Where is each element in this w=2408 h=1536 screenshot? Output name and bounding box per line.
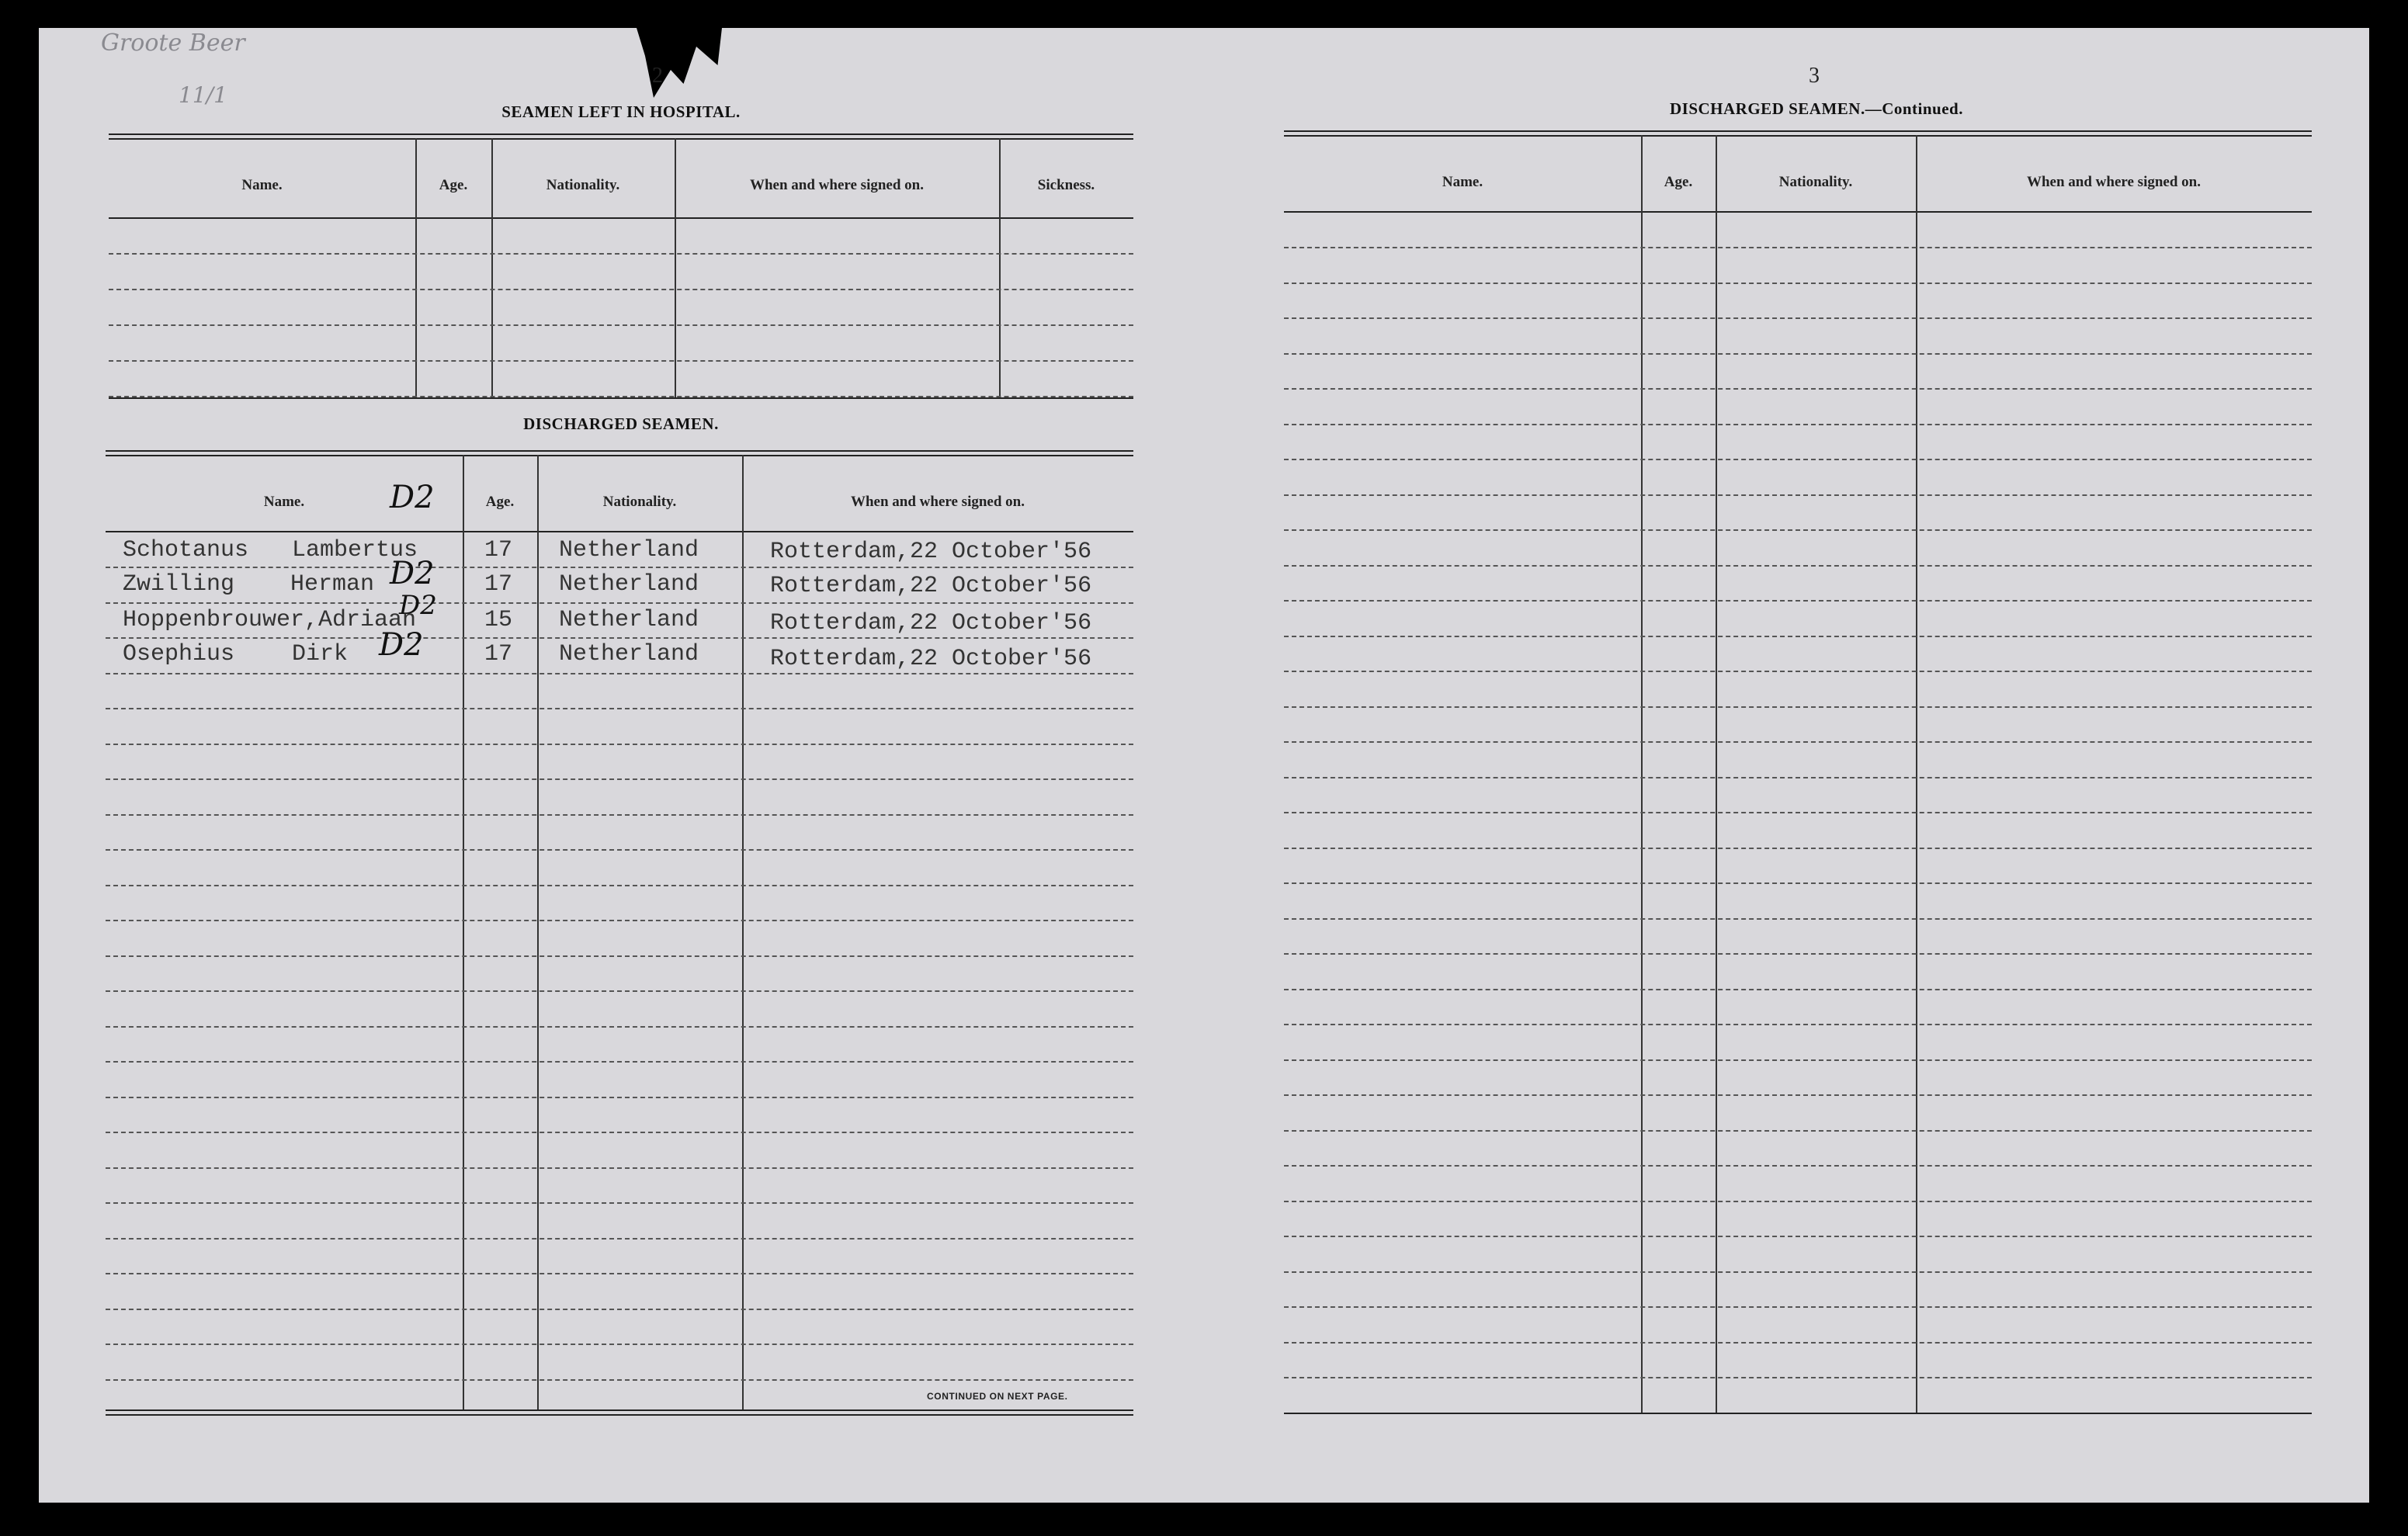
row4-surname: Osephius xyxy=(123,641,235,667)
ruled-line xyxy=(109,324,1133,326)
hospital-col-sickness: Sickness. xyxy=(1037,177,1095,193)
row1-age: 17 xyxy=(484,537,513,563)
ruled-line xyxy=(1284,1059,2312,1061)
ruled-line xyxy=(106,1273,1133,1274)
ruled-line xyxy=(1284,565,2312,567)
row1-signed-on: Rotterdam,22 October'56 xyxy=(770,539,1092,565)
hospital-col-name: Name. xyxy=(241,177,283,193)
row3-given: Adriaan xyxy=(318,607,417,633)
ruled-line xyxy=(106,1167,1133,1169)
ruled-line xyxy=(1284,741,2312,743)
hospital-col-age: Age. xyxy=(439,177,468,193)
ruled-line xyxy=(1284,1024,2312,1025)
ruled-line xyxy=(1284,812,2312,813)
continued-col-signed-on: When and where signed on. xyxy=(2026,174,2201,190)
right-page xyxy=(1281,28,2352,1503)
ruled-line xyxy=(106,567,1133,568)
ruled-line xyxy=(1284,848,2312,849)
header-handwritten-mark: D2 xyxy=(390,480,435,515)
handwritten-note: 11/1 xyxy=(179,82,227,108)
ruled-line xyxy=(1284,1236,2312,1237)
ruled-line xyxy=(106,1379,1133,1381)
ruled-line xyxy=(106,849,1133,851)
ruled-line xyxy=(106,708,1133,709)
ruled-line xyxy=(109,289,1133,290)
row2-surname: Zwilling xyxy=(123,571,235,598)
row1-surname: Schotanus xyxy=(123,537,249,563)
ruled-line xyxy=(1284,459,2312,460)
ruled-line xyxy=(1284,529,2312,531)
ruled-line xyxy=(1284,494,2312,496)
ruled-line xyxy=(1284,671,2312,672)
ruled-line xyxy=(109,360,1133,362)
continued-col-name: Name. xyxy=(1442,174,1483,190)
row3-handwritten-mark: D2 xyxy=(399,590,437,621)
ruled-line xyxy=(1284,777,2312,778)
ruled-line xyxy=(1284,918,2312,920)
ruled-line xyxy=(106,814,1133,816)
continued-table xyxy=(1284,130,2312,1419)
row3-signed-on: Rotterdam,22 October'56 xyxy=(770,610,1092,636)
ruled-line xyxy=(106,1132,1133,1133)
row3-surname: Hoppenbrouwer, xyxy=(123,607,319,633)
ruled-line xyxy=(106,778,1133,780)
ruled-line xyxy=(109,253,1133,255)
row4-handwritten-mark: D2 xyxy=(379,627,424,663)
ruled-line xyxy=(1284,247,2312,248)
ruled-line xyxy=(1284,882,2312,884)
continued-note: CONTINUED ON NEXT PAGE. xyxy=(927,1391,1068,1402)
handwritten-vessel-name: Groote Beer xyxy=(101,29,245,57)
ruled-line xyxy=(1284,1094,2312,1096)
continued-col-age: Age. xyxy=(1664,174,1693,190)
ruled-line xyxy=(1284,600,2312,602)
ruled-line xyxy=(1284,1201,2312,1202)
ruled-line xyxy=(1284,636,2312,637)
continued-section-title: DISCHARGED SEAMEN.—Continued. xyxy=(1670,99,1963,118)
row2-signed-on: Rotterdam,22 October'56 xyxy=(770,573,1092,599)
ruled-line xyxy=(106,1309,1133,1310)
ruled-line xyxy=(1284,388,2312,390)
row4-age: 17 xyxy=(484,641,513,667)
row3-nationality: Netherland xyxy=(559,607,699,633)
left-page xyxy=(101,28,1180,1503)
continued-col-nationality: Nationality. xyxy=(1778,174,1853,190)
ruled-line xyxy=(1284,989,2312,990)
ruled-line xyxy=(1284,283,2312,284)
ruled-line xyxy=(106,1202,1133,1204)
ruled-line xyxy=(1284,424,2312,425)
ruled-line xyxy=(106,1097,1133,1098)
row2-handwritten-mark: D2 xyxy=(390,556,435,591)
ruled-line xyxy=(1284,706,2312,708)
ruled-line xyxy=(1284,1377,2312,1378)
discharged-table xyxy=(106,450,1133,1420)
ruled-line xyxy=(1284,1271,2312,1273)
row4-nationality: Netherland xyxy=(559,641,699,667)
ruled-line xyxy=(1284,353,2312,355)
row4-given: Dirk xyxy=(292,641,349,667)
page-number: 3 xyxy=(1809,64,1820,88)
hospital-table xyxy=(109,133,1133,405)
ruled-line xyxy=(106,1026,1133,1028)
hospital-section-title: SEAMEN LEFT IN HOSPITAL. xyxy=(501,102,741,121)
discharged-col-age: Age. xyxy=(485,494,515,510)
ruled-line xyxy=(1284,1130,2312,1132)
ruled-line xyxy=(106,990,1133,992)
row3-age: 15 xyxy=(484,607,513,633)
ruled-line xyxy=(106,673,1133,674)
ruled-line xyxy=(1284,953,2312,955)
row1-nationality: Netherland xyxy=(559,537,699,563)
ruled-line xyxy=(106,955,1133,957)
ruled-line xyxy=(1284,317,2312,319)
discharged-col-nationality: Nationality. xyxy=(602,494,677,510)
ruled-line xyxy=(106,885,1133,886)
ruled-line xyxy=(106,1344,1133,1345)
discharged-section-title: DISCHARGED SEAMEN. xyxy=(523,414,719,433)
ruled-line xyxy=(106,1061,1133,1063)
row1-given: Lambertus xyxy=(292,537,418,563)
discharged-col-name: Name. xyxy=(263,494,305,510)
discharged-col-signed-on: When and where signed on. xyxy=(850,494,1025,510)
hospital-col-nationality: Nationality. xyxy=(546,177,620,193)
row4-signed-on: Rotterdam,22 October'56 xyxy=(770,646,1092,672)
ruled-line xyxy=(106,637,1133,639)
ruled-line xyxy=(106,1238,1133,1240)
ruled-line xyxy=(106,602,1133,604)
row2-age: 17 xyxy=(484,571,513,598)
hospital-col-signed-on: When and where signed on. xyxy=(749,177,924,193)
ruled-line xyxy=(106,744,1133,745)
ruled-line xyxy=(1284,1342,2312,1344)
row2-given: Herman xyxy=(290,571,375,598)
page-number: 2 xyxy=(652,64,663,88)
ruled-line xyxy=(106,920,1133,921)
ruled-line xyxy=(1284,1165,2312,1167)
row2-nationality: Netherland xyxy=(559,571,699,598)
document-sheet xyxy=(39,28,2369,1503)
ruled-line xyxy=(1284,1306,2312,1308)
